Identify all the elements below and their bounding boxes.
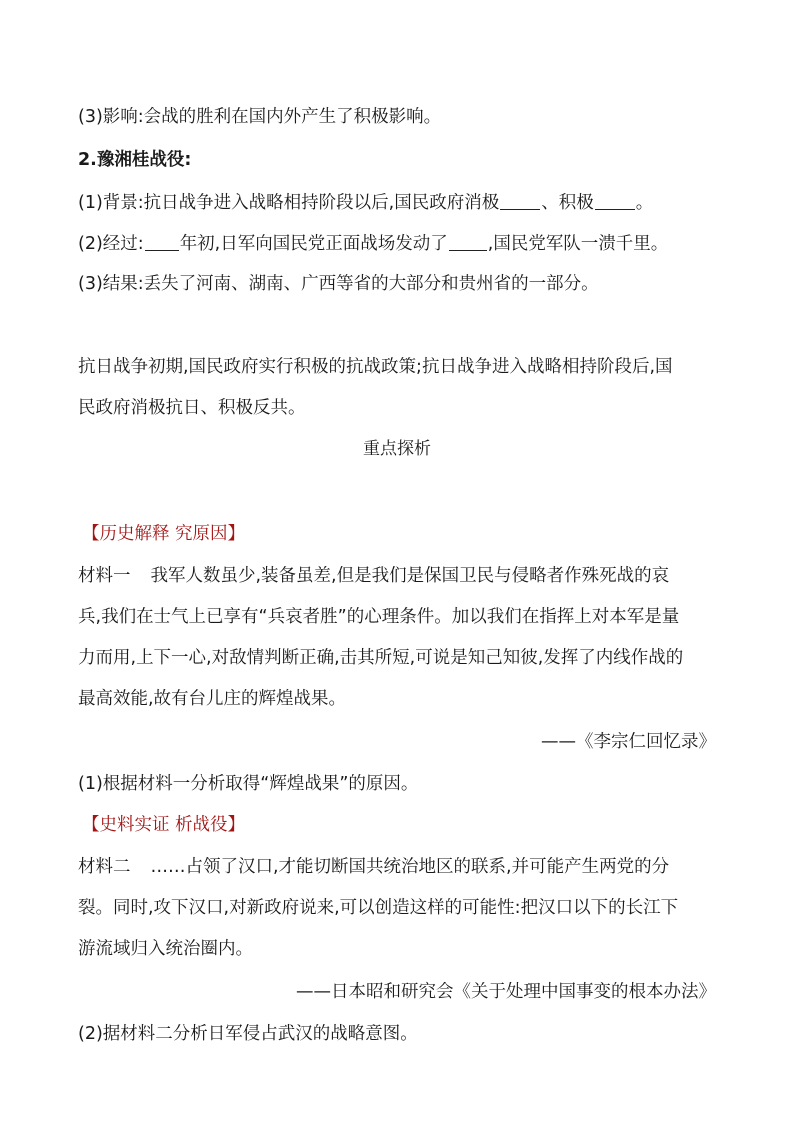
answer-blank[interactable] [595,191,635,210]
material-one-line-1 [78,563,718,589]
answer-blank[interactable] [500,191,540,210]
question-one: (1)根据材料一分析取得“辉煌战果”的原因。 [78,774,419,794]
background-line [78,190,718,216]
note-line-1: 抗日战争初期,国民政府实行积极的抗战政策;抗日战争进入战略相持阶段后,国 [78,357,673,377]
result-line: (3)结果:丢失了河南、湖南、广西等省的大部分和贵州省的一部分。 [78,274,599,294]
section-tag-historical-evidence: 【史料实证 析战役】 [82,815,246,835]
material-two-text-1: ……占领了汉口,才能切断国共统治地区的联系,并可能产生两党的分 [150,857,670,877]
material-one-text-1: 我军人数虽少,装备虽差,但是我们是保国卫民与侵略者作殊死战的哀 [150,566,670,586]
material-two-source: ——日本昭和研究会《关于处理中国事变的根本办法》 [296,982,716,1002]
answer-blank[interactable] [449,232,487,251]
material-one-label: 材料一 [78,566,131,586]
background-text-a: (1)背景:抗日战争进入战略相持阶段以后,国民政府消极 [78,193,500,213]
material-two-line-3: 游流域归入统治圈内。 [78,939,253,959]
question-two: (2)据材料二分析日军侵占武汉的战略意图。 [78,1024,418,1044]
process-text-a: (2)经过: [78,234,144,254]
material-two-line-2: 裂。同时,攻下汉口,对新政府说来,可以创造这样的可能性:把汉口以下的长江下 [78,898,679,918]
material-one-line-4: 最高效能,故有台儿庄的辉煌战果。 [78,689,347,709]
material-one-line-3: 力而用,上下一心,对敌情判断正确,击其所短,可说是知己知彼,发挥了内线作战的 [78,648,684,668]
material-one-source: ——《李宗仁回忆录》 [541,732,716,752]
background-text-c: 。 [635,193,654,213]
note-line-2: 民政府消极抗日、积极反共。 [78,398,306,418]
process-text-b: 年初,日军向国民党正面战场发动了 [179,234,448,254]
process-line [78,231,718,257]
focus-title: 重点探析 [363,439,431,459]
impact-line: (3)影响:会战的胜利在国内外产生了积极影响。 [78,107,442,127]
material-two-label: 材料二 [78,857,131,877]
process-text-c: ,国民党军队一溃千里。 [487,234,669,254]
battle-heading: 2.豫湘桂战役: [78,150,192,170]
section-tag-history-explanation: 【历史解释 究原因】 [82,524,246,544]
material-two-line-1 [78,854,718,880]
material-one-line-2: 兵,我们在士气上已享有“兵哀者胜”的心理条件。加以我们在指挥上对本军是量 [78,607,680,627]
background-text-b: 、积极 [541,193,594,213]
answer-blank[interactable] [145,232,179,251]
